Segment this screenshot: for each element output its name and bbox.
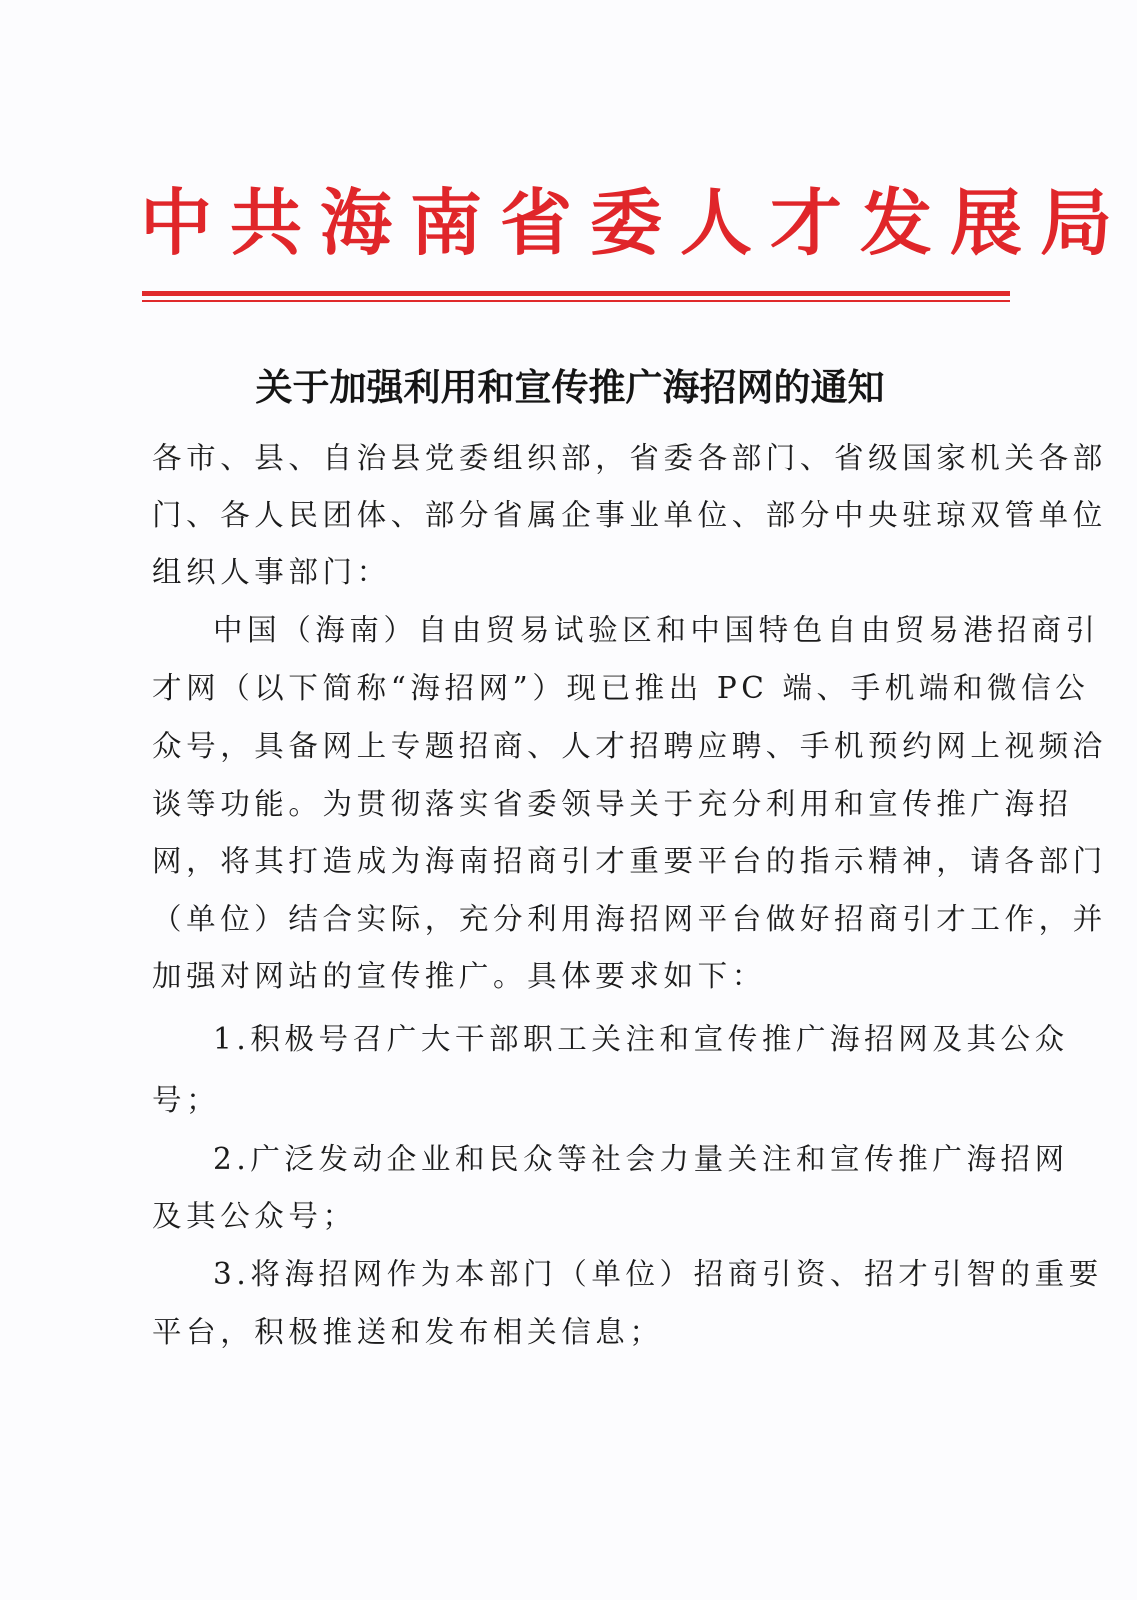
list-item-2-line1: 2.广泛发动企业和民众等社会力量关注和宣传推广海招网	[213, 1142, 1069, 1176]
list-item-3-line1: 3.将海招网作为本部门（单位）招商引资、招才引智的重要	[213, 1257, 1103, 1291]
addressee-line: 门、各人民团体、部分省属企事业单位、部分中央驻琼双管单位	[152, 498, 1107, 532]
body-line: 才网（以下简称“海招网”）现已推出 PC 端、手机端和微信公	[152, 671, 1090, 705]
list-item-2-line2: 及其公众号；	[152, 1199, 357, 1233]
body-line: 谈等功能。为贯彻落实省委领导关于充分利用和宣传推广海招	[152, 787, 1073, 821]
addressee-line: 组织人事部门：	[152, 555, 391, 589]
list-item-1-line2: 号；	[152, 1083, 221, 1117]
body-line: 网，将其打造成为海南招商引才重要平台的指示精神，请各部门	[152, 844, 1107, 878]
body-line: 加强对网站的宣传推广。具体要求如下：	[152, 959, 766, 993]
list-item-3-line2: 平台，积极推送和发布相关信息；	[152, 1315, 664, 1349]
body-line: （单位）结合实际，充分利用海招网平台做好招商引才工作，并	[152, 902, 1107, 936]
header-red-rule-thick	[142, 291, 1010, 296]
body-line: 众号，具备网上专题招商、人才招聘应聘、手机预约网上视频洽	[152, 729, 1107, 763]
list-item-1-line1: 1.积极号召广大干部职工关注和宣传推广海招网及其公众	[213, 1022, 1069, 1056]
addressee-line: 各市、县、自治县党委组织部，省委各部门、省级国家机关各部	[152, 441, 1107, 475]
body-line: 中国（海南）自由贸易试验区和中国特色自由贸易港招商引	[213, 613, 1100, 647]
issuing-organization-header: 中共海南省委人才发展局	[140, 180, 1131, 265]
header-red-rule-thin	[142, 300, 1010, 302]
document-title: 关于加强利用和宣传推广海招网的通知	[255, 365, 885, 409]
